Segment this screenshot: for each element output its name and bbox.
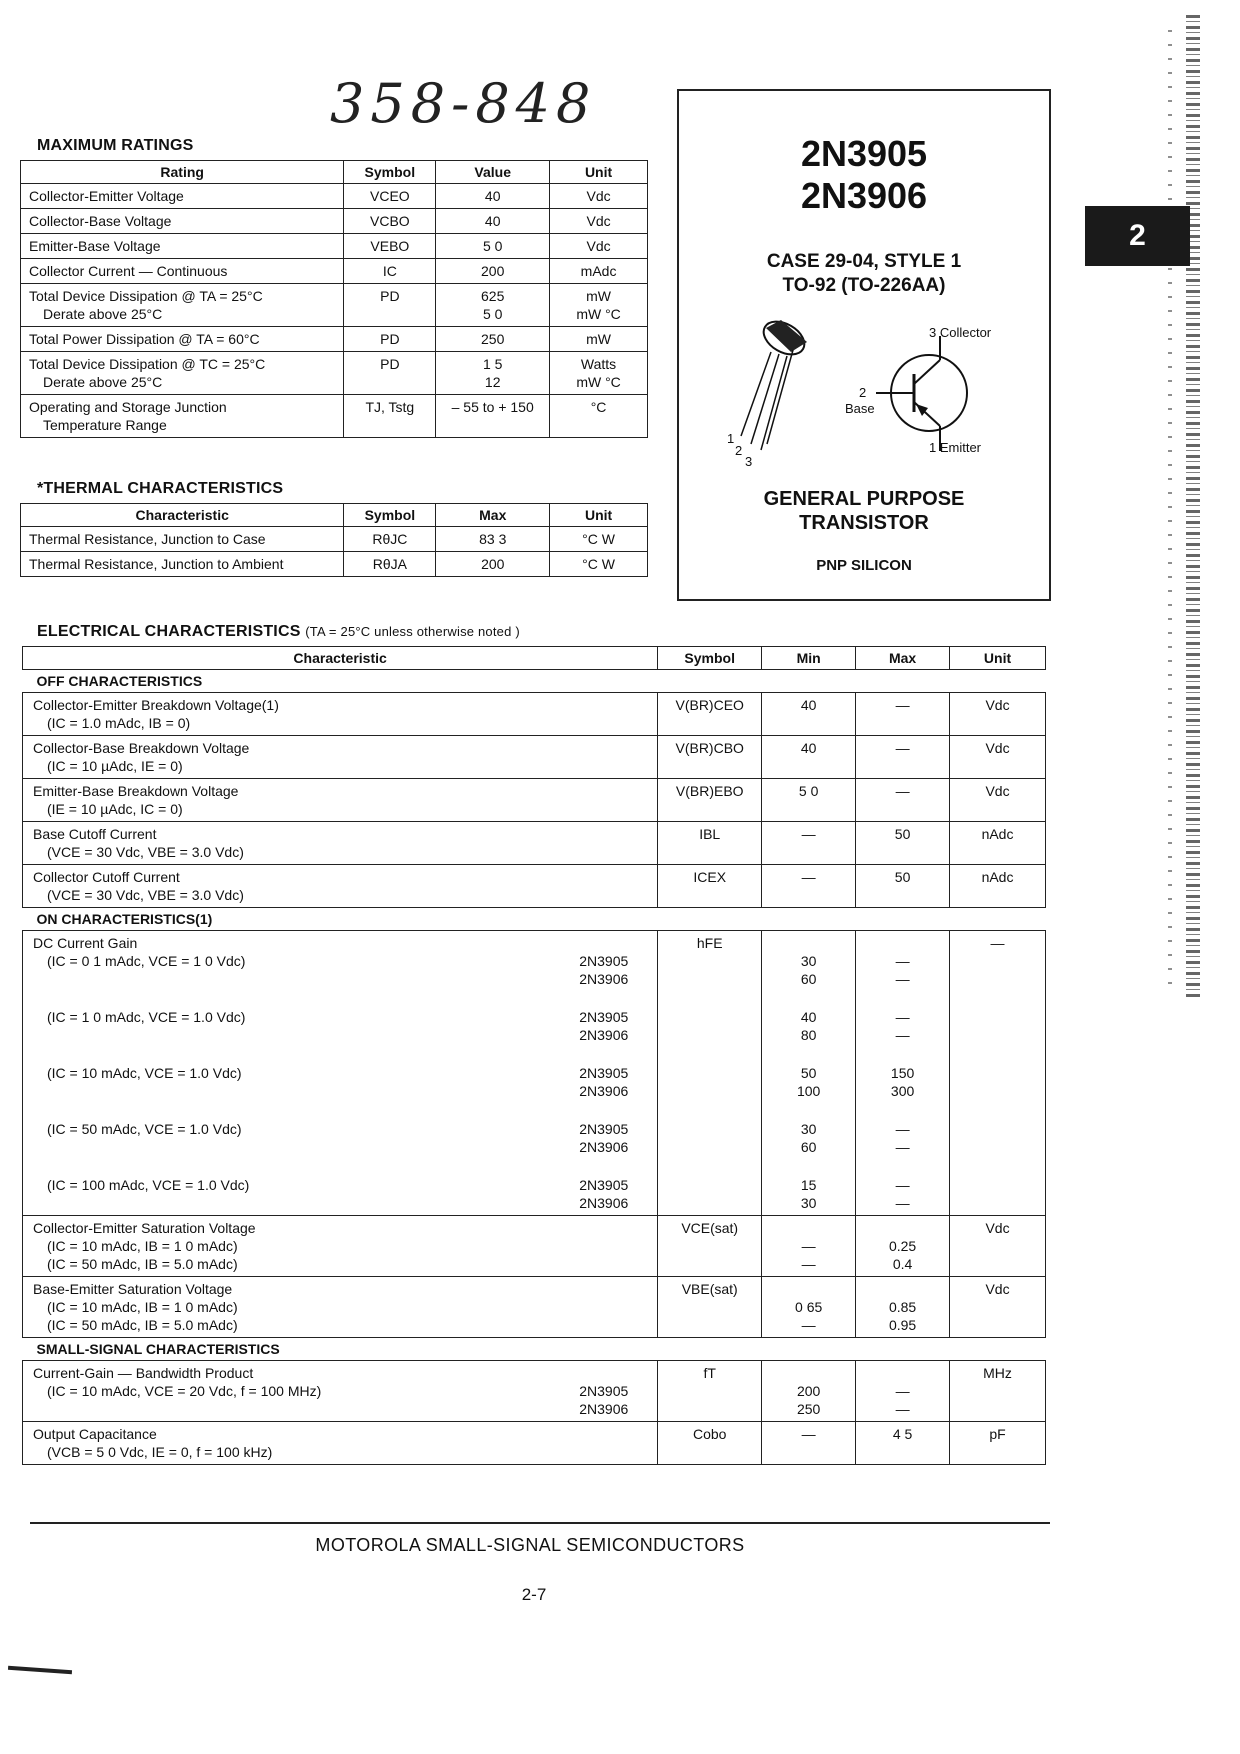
unit-cell: °C [550, 395, 648, 438]
min-value: 0 65 [795, 1299, 823, 1315]
symbol-cell: VCEO [344, 184, 436, 209]
symbol-cell: VBE(sat) [658, 1277, 762, 1338]
unit-cell: Vdc [550, 184, 648, 209]
max-value: — [895, 1383, 910, 1399]
min-value: 15 [800, 1177, 817, 1193]
max-cell: 50 [856, 822, 950, 865]
rating-line: Total Device Dissipation @ TA = 25°C [29, 288, 263, 304]
unit-cell: Vdc [950, 779, 1046, 822]
table-row [21, 184, 648, 209]
pin-base-label: Base [845, 401, 875, 416]
max-cell [856, 1277, 950, 1338]
characteristic-name: Collector-Emitter Breakdown Voltage(1) [33, 697, 279, 713]
pin-label: 2 [735, 443, 743, 458]
max-cell [856, 1361, 950, 1422]
test-condition: (IE = 10 µAdc, IC = 0) [47, 801, 183, 817]
scan-edge-artifact [1186, 15, 1200, 1000]
section-row [23, 1338, 1046, 1361]
min-value: 30 [800, 1121, 817, 1137]
unit-cell [550, 284, 648, 327]
unit-cell: °C W [550, 527, 648, 552]
characteristic-cell [23, 1216, 658, 1277]
max-value: — [895, 1121, 910, 1137]
characteristic-cell [23, 736, 658, 779]
symbol-cell: PD [344, 327, 436, 352]
table-row [23, 779, 1046, 822]
unit-cell: mW [550, 327, 648, 352]
symbol-cell: VCE(sat) [658, 1216, 762, 1277]
characteristic-name: Base Cutoff Current [33, 826, 157, 842]
pin-emitter-label: 1 Emitter [929, 440, 982, 455]
table-row [23, 1216, 1046, 1277]
thermal-table [20, 503, 648, 577]
value-cell: 40 [436, 184, 550, 209]
value-cell: 250 [436, 327, 550, 352]
min-cell: 5 0 [762, 779, 856, 822]
table-row [21, 527, 648, 552]
value-cell [436, 352, 550, 395]
package-label: TO-92 (TO-226AA) [782, 275, 946, 296]
test-condition: (IC = 50 mAdc, IB = 5.0 mAdc) [47, 1256, 238, 1272]
thermal-title: *THERMAL CHARACTERISTICS [37, 480, 284, 497]
pnp-transistor-symbol [874, 336, 974, 451]
min-value: — [801, 1238, 816, 1254]
max-value: 0.25 [888, 1238, 917, 1254]
part-number: 2N3906 [800, 175, 928, 216]
table-row [23, 1422, 1046, 1465]
table-row [21, 352, 648, 395]
device-name: 2N3906 [579, 1139, 629, 1155]
value-cell: 5 0 [436, 234, 550, 259]
table-row [23, 693, 1046, 736]
value-cell: – 55 to + 150 [436, 395, 550, 438]
table-row [23, 865, 1046, 908]
device-name: 2N3906 [579, 971, 629, 987]
table-row [23, 822, 1046, 865]
min-cell [762, 1216, 856, 1277]
test-condition: (IC = 10 mAdc, VCE = 20 Vdc, f = 100 MHz) [47, 1383, 322, 1399]
scan-edge-artifact [1168, 30, 1172, 990]
unit-cell: nAdc [950, 865, 1046, 908]
column-header: Max [856, 647, 950, 670]
rating-line: Total Device Dissipation @ TC = 25°C [29, 356, 266, 372]
rating-subline: Temperature Range [43, 417, 167, 433]
max-value: 300 [890, 1083, 915, 1099]
test-condition: (IC = 0 1 mAdc, VCE = 1 0 Vdc) [47, 953, 246, 969]
unit-cell: MHz [950, 1361, 1046, 1422]
characteristic-name: Collector-Base Breakdown Voltage [33, 740, 250, 756]
max-cell: 4 5 [856, 1422, 950, 1465]
pin-base-number: 2 [859, 385, 867, 400]
table-row [21, 395, 648, 438]
characteristic-cell [23, 1422, 658, 1465]
value-cell [436, 284, 550, 327]
section-heading: OFF CHARACTERISTICS [23, 670, 1046, 693]
symbol-cell: IBL [658, 822, 762, 865]
unit-cell: pF [950, 1422, 1046, 1465]
test-condition: (IC = 10 µAdc, IE = 0) [47, 758, 183, 774]
characteristic-cell [23, 931, 658, 1216]
device-list [579, 1008, 649, 1044]
test-condition: (IC = 50 mAdc, IB = 5.0 mAdc) [47, 1317, 238, 1333]
device-name: 2N3906 [579, 1195, 629, 1211]
max-value: — [895, 1195, 910, 1211]
unit-line: Watts [580, 356, 617, 372]
max-value: — [895, 1177, 910, 1193]
min-value: — [801, 1256, 816, 1272]
max-value: — [895, 1401, 910, 1417]
min-value: 250 [796, 1401, 821, 1417]
test-condition: (IC = 10 mAdc, IB = 1 0 mAdc) [47, 1238, 238, 1254]
electrical-title-note: (TA = 25°C unless otherwise noted ) [305, 624, 520, 639]
unit-cell: Vdc [950, 693, 1046, 736]
part-number: 2N3905 [800, 133, 928, 174]
device-name: 2N3906 [579, 1027, 629, 1043]
table-row [23, 931, 1046, 1216]
min-value: 100 [796, 1083, 821, 1099]
footer-rule [30, 1522, 1050, 1524]
rating-cell: Collector-Emitter Voltage [21, 184, 344, 209]
symbol-cell: RθJA [344, 552, 436, 577]
scan-mark [8, 1666, 72, 1674]
characteristic-cell: Thermal Resistance, Junction to Ambient [21, 552, 344, 577]
column-header: Value [436, 161, 550, 184]
section-row [23, 670, 1046, 693]
device-name: 2N3905 [579, 1121, 629, 1137]
characteristic-name: Collector Cutoff Current [33, 869, 180, 885]
characteristic-name: Collector-Emitter Saturation Voltage [33, 1220, 256, 1236]
test-condition-group [33, 1382, 649, 1418]
characteristic-cell [23, 1277, 658, 1338]
unit-line: mW °C [576, 374, 621, 390]
characteristic-name: Output Capacitance [33, 1426, 157, 1442]
test-condition: (IC = 1 0 mAdc, VCE = 1.0 Vdc) [47, 1009, 246, 1025]
characteristic-cell [23, 1361, 658, 1422]
max-cell: 50 [856, 865, 950, 908]
test-condition: (VCB = 5 0 Vdc, IE = 0, f = 100 kHz) [47, 1444, 273, 1460]
min-cell [762, 931, 856, 1216]
min-value: 40 [800, 1009, 817, 1025]
symbol-cell: IC [344, 259, 436, 284]
pin-label: 1 [727, 431, 735, 446]
column-header: Symbol [658, 647, 762, 670]
footer-brand: MOTOROLA SMALL-SIGNAL SEMICONDUCTORS [315, 1535, 745, 1555]
table-row [21, 234, 648, 259]
min-value: 80 [800, 1027, 817, 1043]
characteristic-name: DC Current Gain [33, 935, 138, 951]
table-row [21, 552, 648, 577]
characteristic-cell [23, 865, 658, 908]
symbol-cell: V(BR)CEO [658, 693, 762, 736]
test-condition-group [33, 952, 649, 1212]
pin-collector-label: 3 Collector [929, 325, 992, 340]
unit-cell: Vdc [550, 209, 648, 234]
max-cell: — [856, 779, 950, 822]
max-cell: — [856, 693, 950, 736]
unit-line: mW [586, 288, 611, 304]
column-header: Characteristic [23, 647, 658, 670]
column-header: Characteristic [21, 504, 344, 527]
table-row [23, 1277, 1046, 1338]
symbol-cell: PD [344, 284, 436, 327]
rating-cell [21, 284, 344, 327]
page-number: 2-7 [521, 1585, 547, 1604]
column-header: Symbol [344, 161, 436, 184]
unit-cell [550, 352, 648, 395]
test-condition: (IC = 1.0 mAdc, IB = 0) [47, 715, 191, 731]
table-header-row [21, 161, 648, 184]
min-cell [762, 1277, 856, 1338]
column-header: Max [436, 504, 550, 527]
unit-cell: nAdc [950, 822, 1046, 865]
min-cell: 40 [762, 693, 856, 736]
test-condition: (VCE = 30 Vdc, VBE = 3.0 Vdc) [47, 844, 244, 860]
unit-cell: Vdc [950, 1277, 1046, 1338]
column-header: Unit [550, 161, 648, 184]
device-name: 2N3905 [579, 1065, 629, 1081]
max-cell: 83 3 [436, 527, 550, 552]
characteristic-name: Current-Gain — Bandwidth Product [33, 1365, 254, 1381]
max-cell: — [856, 736, 950, 779]
device-list [579, 1382, 649, 1418]
value-line: 5 0 [482, 306, 503, 322]
max-cell [856, 1216, 950, 1277]
table-header-row [21, 504, 648, 527]
unit-cell: Vdc [550, 234, 648, 259]
symbol-cell: hFE [658, 931, 762, 1216]
min-value: 30 [800, 1195, 817, 1211]
part-info-box [677, 89, 1051, 601]
case-label: CASE 29-04, STYLE 1 [766, 251, 962, 272]
device-name: 2N3905 [579, 1009, 629, 1025]
max-cell [856, 931, 950, 1216]
rating-subline: Derate above 25°C [43, 306, 163, 322]
column-header: Rating [21, 161, 344, 184]
table-row [23, 736, 1046, 779]
test-condition: (IC = 10 mAdc, VCE = 1.0 Vdc) [47, 1065, 242, 1081]
table-row [21, 284, 648, 327]
device-list [579, 952, 649, 988]
min-cell: — [762, 865, 856, 908]
rating-cell [21, 352, 344, 395]
max-value: — [895, 1027, 910, 1043]
value-line: 1 5 [482, 356, 503, 372]
description-line: TRANSISTOR [799, 512, 929, 534]
max-ratings-title: MAXIMUM RATINGS [37, 137, 194, 154]
min-value: 200 [796, 1383, 821, 1399]
electrical-table [22, 646, 1046, 1465]
section-heading: ON CHARACTERISTICS(1) [23, 908, 1046, 931]
unit-cell: Vdc [950, 1216, 1046, 1277]
device-name: 2N3906 [579, 1083, 629, 1099]
value-cell: 200 [436, 259, 550, 284]
handwritten-note: 358-848 [330, 72, 597, 135]
rating-cell [21, 395, 344, 438]
symbol-cell: V(BR)EBO [658, 779, 762, 822]
characteristic-cell [23, 779, 658, 822]
device-name: 2N3906 [579, 1401, 629, 1417]
pin-label: 3 [745, 454, 753, 469]
unit-cell: mAdc [550, 259, 648, 284]
unit-cell: Vdc [950, 736, 1046, 779]
test-condition: (IC = 50 mAdc, VCE = 1.0 Vdc) [47, 1121, 242, 1137]
table-header-row [23, 647, 1046, 670]
unit-line: mW °C [576, 306, 621, 322]
characteristic-cell: Thermal Resistance, Junction to Case [21, 527, 344, 552]
test-condition: (IC = 100 mAdc, VCE = 1.0 Vdc) [47, 1177, 250, 1193]
column-header: Min [762, 647, 856, 670]
column-header: Symbol [344, 504, 436, 527]
device-list [579, 1064, 649, 1100]
section-tab: 2 [1085, 206, 1190, 266]
min-value: 30 [800, 953, 817, 969]
symbol-cell: fT [658, 1361, 762, 1422]
max-value: — [895, 1009, 910, 1025]
min-value: 60 [800, 1139, 817, 1155]
value-line: 12 [484, 374, 501, 390]
symbol-cell: RθJC [344, 527, 436, 552]
max-cell: 200 [436, 552, 550, 577]
min-cell: 40 [762, 736, 856, 779]
max-value: — [895, 971, 910, 987]
min-value: 60 [800, 971, 817, 987]
device-list [579, 1120, 649, 1156]
max-value: 0.85 [888, 1299, 917, 1315]
min-cell [762, 1361, 856, 1422]
electrical-title [37, 623, 520, 641]
characteristic-cell [23, 693, 658, 736]
section-row [23, 908, 1046, 931]
characteristic-name: Base-Emitter Saturation Voltage [33, 1281, 233, 1297]
table-row [21, 209, 648, 234]
rating-cell: Emitter-Base Voltage [21, 234, 344, 259]
table-row [21, 259, 648, 284]
value-cell: 40 [436, 209, 550, 234]
electrical-title-text: ELECTRICAL CHARACTERISTICS [37, 623, 301, 640]
table-row [21, 327, 648, 352]
min-cell: — [762, 1422, 856, 1465]
max-value: — [895, 1139, 910, 1155]
characteristic-cell [23, 822, 658, 865]
column-header: Unit [950, 647, 1046, 670]
rating-line: Operating and Storage Junction [29, 399, 227, 415]
device-name: 2N3905 [579, 1383, 629, 1399]
device-list [579, 1176, 649, 1212]
symbol-cell: TJ, Tstg [344, 395, 436, 438]
symbol-cell: VEBO [344, 234, 436, 259]
rating-cell: Total Power Dissipation @ TA = 60°C [21, 327, 344, 352]
device-name: 2N3905 [579, 953, 629, 969]
symbol-cell: PD [344, 352, 436, 395]
rating-cell: Collector Current — Continuous [21, 259, 344, 284]
max-value: — [895, 953, 910, 969]
max-ratings-table [20, 160, 648, 438]
symbol-cell: ICEX [658, 865, 762, 908]
device-name: 2N3905 [579, 1177, 629, 1193]
max-value: 150 [890, 1065, 915, 1081]
table-row [23, 1361, 1046, 1422]
characteristic-name: Emitter-Base Breakdown Voltage [33, 783, 239, 799]
max-value: 0.4 [892, 1256, 913, 1272]
min-value: — [801, 1317, 816, 1333]
test-condition: (VCE = 30 Vdc, VBE = 3.0 Vdc) [47, 887, 244, 903]
rating-subline: Derate above 25°C [43, 374, 163, 390]
symbol-cell: VCBO [344, 209, 436, 234]
max-value: 0.95 [888, 1317, 917, 1333]
unit-cell: °C W [550, 552, 648, 577]
min-cell: — [762, 822, 856, 865]
description-line: GENERAL PURPOSE [763, 488, 965, 510]
value-line: 625 [481, 288, 505, 304]
column-header: Unit [550, 504, 648, 527]
min-value: 50 [800, 1065, 817, 1081]
material-label: PNP SILICON [816, 557, 912, 574]
symbol-cell: V(BR)CBO [658, 736, 762, 779]
unit-cell: — [950, 931, 1046, 1216]
rating-cell: Collector-Base Voltage [21, 209, 344, 234]
symbol-cell: Cobo [658, 1422, 762, 1465]
section-heading: SMALL-SIGNAL CHARACTERISTICS [23, 1338, 1046, 1361]
test-condition: (IC = 10 mAdc, IB = 1 0 mAdc) [47, 1299, 238, 1315]
